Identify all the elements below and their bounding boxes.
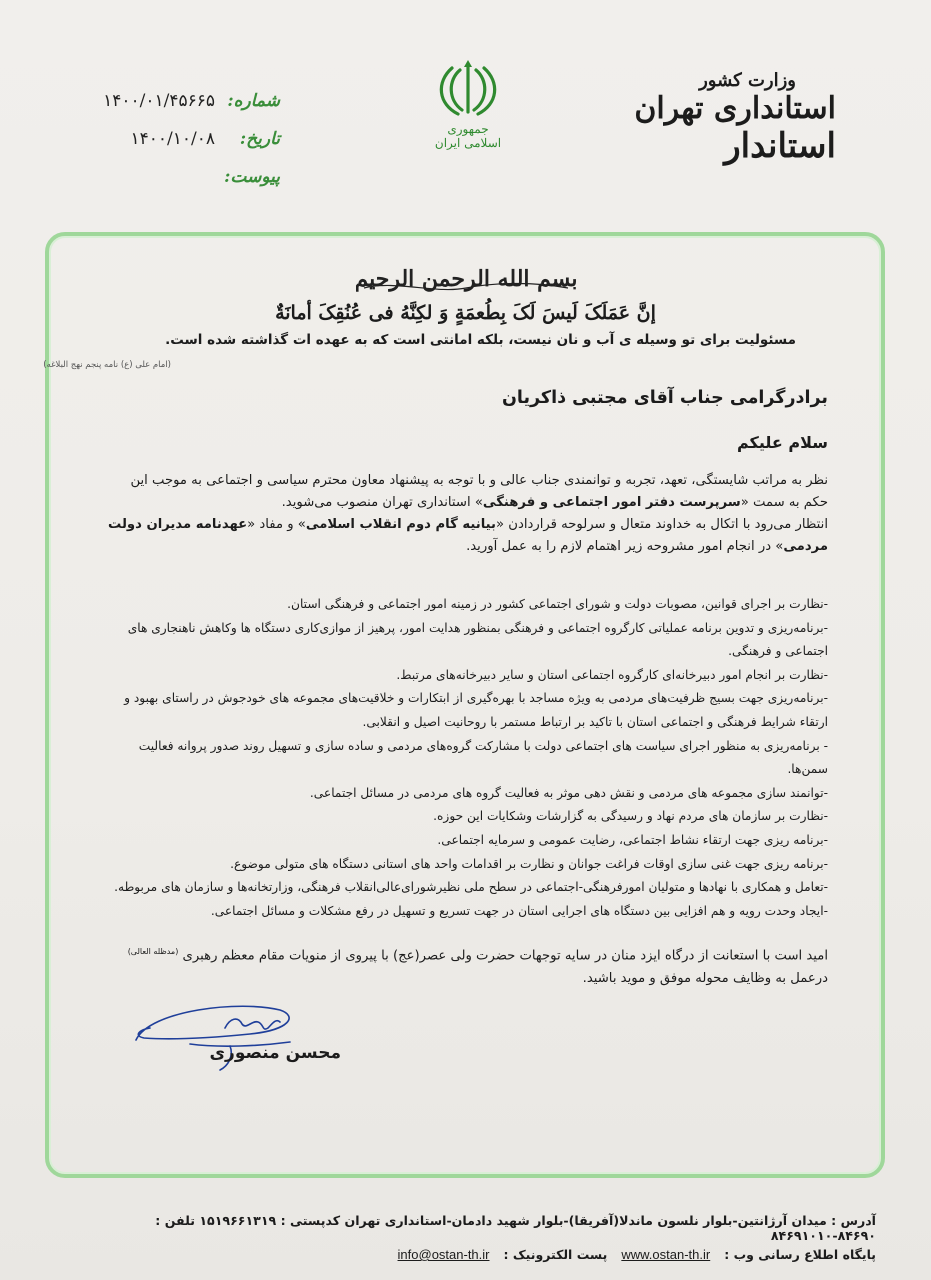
footer-address: آدرس : میدان آرژانتین-بلوار نلسون ماندلا(آفریقا)-بلوار شهید دادمان-استانداری تهران کدپستی : ۱۵۱۹۶۶۱۳۱۹ تلفن : ۸۴۶۹۰-۸۴۶۹۱۰۱۰ bbox=[155, 1213, 876, 1243]
recipient-salutation: برادرگرامی جناب آقای مجتبی ذاکریان bbox=[501, 388, 828, 408]
duty-item: -برنامه‌ریزی و تدوین برنامه عملیاتی کارگروه اجتماعی و فرهنگی بمنظور هدایت امور، پرهیز از موازی‌کاری دستگاه ها وکاهش ناهنجاری های اجتماعی و فرهنگی. bbox=[127, 620, 828, 659]
closing-text-b: درعمل به وظایف محوله موفق و موید باشید. bbox=[582, 971, 828, 987]
emblem-caption: جمهوری اسلامی ایران bbox=[434, 122, 502, 150]
duty-item: -برنامه ریزی جهت ارتقاء نشاط اجتماعی، رضایت عمومی و سرمایه اجتماعی. bbox=[437, 832, 828, 847]
appointment-paragraph bbox=[108, 470, 828, 558]
email-link[interactable]: info@ostan-th.ir bbox=[397, 1247, 490, 1262]
duty-item: - برنامه‌ریزی به منظور اجرای سیاست های اجتماعی دولت با مشارکت گروه‌های مردمی و ساده سازی و تسهیل روند صدور پروانه فعالیت سمن‌ها. bbox=[138, 738, 828, 777]
covenant-title: عهدنامه مدیران دولت مردمی bbox=[107, 517, 828, 554]
attachment-row bbox=[60, 158, 280, 196]
quote-verse: إنَّ عَمَلَکَ لَیسَ لَکَ بِطُعمَةٍ وَ لکِنَّهُ فی عُنُقِکَ أمانَةٌ bbox=[275, 302, 656, 324]
duties-list bbox=[108, 593, 828, 923]
duty-item: -تعامل و همکاری با نهادها و متولیان امورفرهنگی-اجتماعی در سطح ملی نظیرشورای‌عالی‌انقلاب فرهنگی، وزارتخانه‌ها و سازمان های مربوطه. bbox=[114, 880, 828, 895]
quote-source: (امام علی (ع) نامه پنجم نهج البلاغه) bbox=[43, 360, 171, 370]
footer-web-row bbox=[398, 1247, 876, 1262]
email-label: پست الکترونیک : bbox=[503, 1247, 608, 1262]
para1-text-a: نظر به مراتب شایستگی، تعهد، تجربه و توانمندی جناب عالی و با توجه به پیشنهاد معاون محترم سیاسی و اجتماعی به موجب این حکم به سمت « bbox=[130, 473, 828, 510]
date-row bbox=[60, 120, 280, 158]
web-label: پایگاه اطلاع رسانی وب : bbox=[724, 1247, 876, 1262]
closing-paragraph bbox=[108, 940, 828, 990]
greeting: سلام علیکم bbox=[736, 433, 828, 452]
duty-item: -نظارت بر انجام امور دبیرخانه‌ای کارگروه اجتماعی استان و سایر دبیرخانه‌های مرتبط. bbox=[396, 667, 828, 682]
quote-translation: مسئولیت برای تو وسیله ی آب و نان نیست، بلکه امانتی است که به عهده ات گذاشته شده است. bbox=[165, 332, 796, 348]
para1-text-c: » استانداری تهران منصوب می‌شوید. bbox=[281, 495, 483, 510]
organization-block bbox=[634, 70, 836, 166]
para2-text-c: » و مفاد « bbox=[247, 517, 306, 532]
bismillah-calligraphy bbox=[0, 258, 931, 302]
duty-item: -ایجاد وحدت رویه و هم افزایی بین دستگاه های اجرایی استان در جهت تسریع و تسهیل در رفع مشکلات و مسائل اجتماعی. bbox=[210, 903, 828, 918]
signer-name: محسن منصوری bbox=[209, 1043, 341, 1063]
statement-title: بیانیه گام دوم انقلاب اسلامی bbox=[305, 517, 497, 532]
duty-item: -نظارت بر اجرای قوانین، مصوبات دولت و شورای اجتماعی کشور در زمینه امور اجتماعی و فرهنگی استان. bbox=[287, 597, 828, 611]
duty-item: -نظارت بر سازمان های مردم نهاد و رسیدگی به گزارشات وشکایات این حوزه. bbox=[433, 809, 828, 824]
number-label: شماره: bbox=[227, 91, 280, 111]
number-row bbox=[60, 82, 280, 120]
bismillah-text: بسم الله الرحمن الرحيم bbox=[355, 266, 576, 292]
attachment-label: پیوست: bbox=[224, 167, 280, 187]
handwritten-signature bbox=[130, 1000, 300, 1080]
date-value: ۱۴۰۰/۱۰/۰۸ bbox=[130, 129, 215, 149]
governorate-name: استانداری تهران bbox=[634, 91, 836, 126]
number-value: ۱۴۰۰/۰۱/۴۵۶۶۵ bbox=[103, 91, 215, 111]
bismillah-graphic bbox=[356, 258, 576, 298]
closing-honorific: (مدظله العالی) bbox=[127, 947, 179, 956]
iran-emblem bbox=[428, 58, 508, 158]
para2-text-a: انتظار می‌رود با اتکال به خداوند متعال و سرلوحه قراردادن « bbox=[496, 517, 828, 532]
closing-text-a: امید است با استعانت از درگاه ایزد منان در سایه توجهات حضرت ولی عصر(عج) با پیروی از منویات مقام معظم رهبری bbox=[182, 948, 828, 964]
date-label: تاریخ: bbox=[239, 129, 280, 149]
duty-item: -برنامه ریزی جهت غنی سازی اوقات فراغت جوانان و نظارت بر اقدامات واحد های استانی دستگاه های متولی موضوع. bbox=[230, 856, 828, 871]
emblem-icon bbox=[438, 58, 498, 120]
duty-item: -برنامه‌ریزی جهت بسیج ظرفیت‌های مردمی به ویژه مساجد با بهره‌گیری از ابتکارات و خلاقیت‌های مجموعه های خودجوش در راستای بهبود و ارتقاء شرایط فرهنگی و اجتماعی استان با تاکید بر ارتباط مستمر با روحانیت اصیل و انقلابی. bbox=[124, 691, 828, 729]
position-title: سرپرست دفتر امور اجتماعی و فرهنگی bbox=[482, 495, 741, 510]
ministry-name: وزارت کشور bbox=[699, 70, 796, 91]
governor-title: استاندار bbox=[724, 126, 836, 166]
para2-text-e: » در انجام امور مشروحه زیر اهتمام لازم را به عمل آورید. bbox=[466, 539, 784, 554]
website-link[interactable]: www.ostan-th.ir bbox=[621, 1247, 711, 1262]
duty-item: -توانمند سازی مجموعه های مردمی و نقش دهی موثر به فعالیت گروه های مردمی در مسائل اجتماعی. bbox=[309, 785, 828, 800]
letter-meta bbox=[60, 82, 280, 196]
